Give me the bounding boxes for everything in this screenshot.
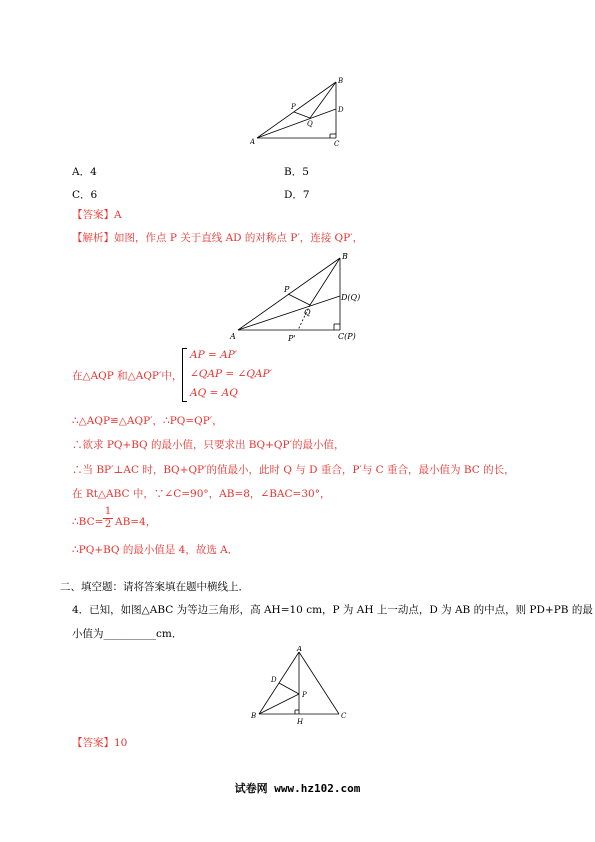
fig2-label-cp: C(P) — [338, 332, 356, 341]
proof-line-2: ∴欲求 PQ+BQ 的最小值，只要求出 BQ+QP′的最小值， — [72, 439, 345, 451]
fig3-label-a: A — [297, 646, 303, 653]
fraction-denominator: 2 — [104, 519, 112, 530]
fig2-label-p: P — [284, 285, 290, 294]
fig1-label-c: C — [334, 140, 340, 148]
fig2-label-dq: D(Q) — [341, 293, 361, 302]
fig3-label-d: D — [271, 676, 277, 684]
option-a: A．4 — [72, 166, 97, 178]
fig2-label-pprime: P' — [288, 334, 296, 343]
figure-3 — [245, 646, 355, 726]
fig2-label-b: B — [342, 252, 348, 261]
fig3-label-c: C — [341, 712, 347, 720]
option-d: D．7 — [284, 189, 310, 201]
fig1-label-q: Q — [307, 120, 313, 128]
proof-line-1: ∴△AQP≌△AQP′，∴PQ=QP′， — [72, 415, 223, 427]
fig2-label-a: A — [230, 332, 236, 341]
q4-line-1: 4．已知，如图△ABC 为等边三角形，高 AH=10 cm，P 为 AH 上一动点，D 为 AB 的中点，则 PD+PB 的最 — [72, 604, 593, 616]
fig1-label-p: P — [291, 103, 296, 111]
proof-line-3: ∴当 BP′⊥AC 时，BQ+QP′的值最小，此时 Q 与 D 重合，P′与 C 重合，最小值为 BC 的长， — [72, 464, 515, 476]
answer-q3: 【答案】A — [72, 209, 122, 221]
fig3-label-b: B — [251, 712, 257, 720]
fig3-label-h: H — [297, 718, 304, 726]
fig1-label-d: D — [338, 106, 344, 114]
bc-suffix: AB=4， — [115, 516, 157, 528]
bc-prefix: ∴BC= — [72, 516, 104, 528]
option-b: B．5 — [284, 166, 309, 178]
answer-q4: 【答案】10 — [72, 737, 128, 749]
system-line-2: ∠QAP = ∠QAP′ — [190, 368, 272, 380]
figure-2 — [228, 250, 378, 346]
section-header: 二、填空题：请将答案填在题中横线上． — [60, 581, 249, 593]
fig1-label-b: B — [338, 77, 344, 85]
triangle-intro: 在△AQP 和△AQP′中， — [72, 370, 183, 382]
system-line-3: AQ = AQ — [190, 387, 238, 399]
system-line-1: AP = AP′ — [190, 349, 238, 361]
option-c: C．6 — [72, 189, 98, 201]
fig2-label-q: Q — [304, 308, 311, 317]
analysis-header: 【解析】如图，作点 P 关于直线 AD 的对称点 P′，连接 QP′， — [72, 232, 364, 244]
conclusion: ∴PQ+BQ 的最小值是 4，故选 A． — [72, 544, 239, 556]
q4-line-2: 小值为__________cm． — [72, 628, 183, 640]
figure-1 — [250, 74, 350, 148]
fig1-label-a: A — [250, 138, 256, 146]
footer-watermark: 试卷网 www.hz102.com — [234, 782, 361, 795]
system-brace — [182, 348, 187, 402]
fraction-numerator: 1 — [104, 506, 112, 517]
proof-line-4: 在 Rt△ABC 中，∵∠C=90°，AB=8，∠BAC=30°， — [72, 488, 331, 500]
fraction — [103, 506, 113, 531]
fig3-label-p: P — [302, 691, 307, 699]
